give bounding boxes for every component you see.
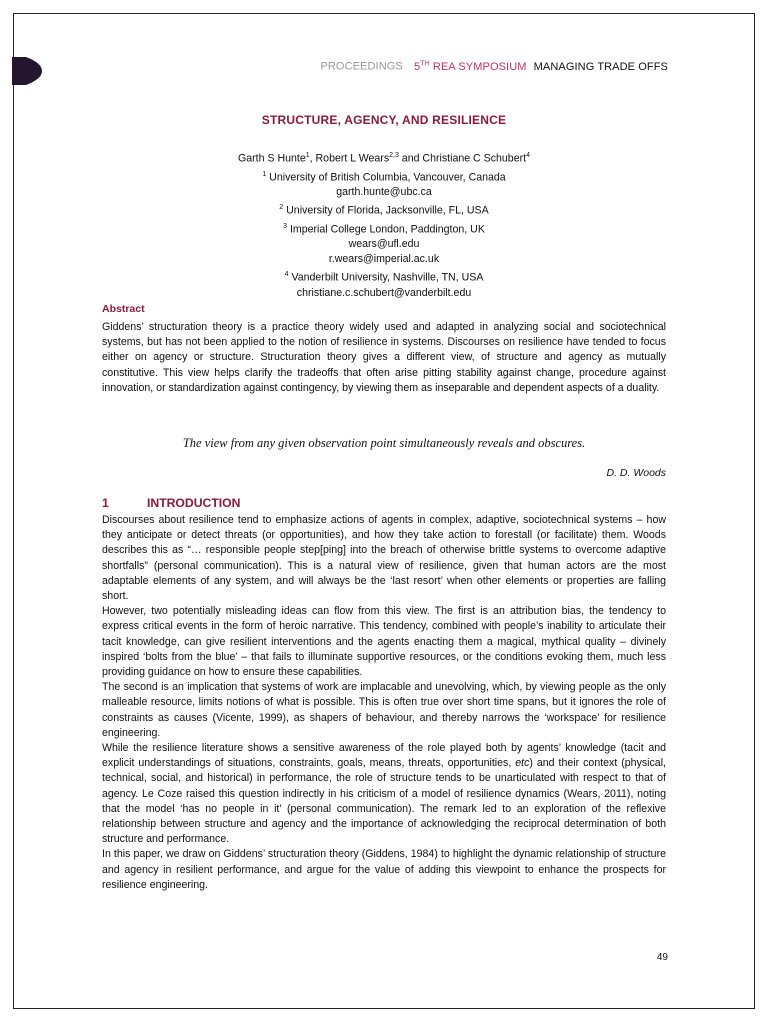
section-title: INTRODUCTION	[147, 496, 241, 510]
author-line: Garth S Hunte$^1$, Robert L Wears$^{2,3}$ and Christiane C Schubert$^4$	[238, 152, 530, 165]
affiliation-line: $^2$ University of Florida, Jacksonville, FL, USA	[279, 204, 489, 217]
header-topic: MANAGING TRADE OFFS	[533, 60, 668, 73]
author-block	[0, 148, 768, 301]
paper-title: STRUCTURE, AGENCY, AND RESILIENCE	[261, 113, 507, 127]
author-email: garth.hunte@ubc.ca	[336, 186, 432, 199]
abstract-text: Giddens’ structuration theory is a practice theory widely used and adapted in analyzing social and sociotechnical systems, but has not been applied to the notion of resilience in systems. Discourses on resilience have tended to focus either on agency or structure. Structuration theory gives a different view, of structure and agency as mutually constitutive. This view helps clarify the tradeoffs that often arise pitting stability against change, procedure against innovation, or standardization against contingency, by viewing them as inseparable and dependent aspects of a duality.	[102, 321, 666, 394]
paragraph: The second is an implication that systems of work are implacable and unevolving, which, by viewing people as the only malleable resource, limits notions of what is possible. This is often true over short time spans, but it ignores the role of constraints as causes (Vicente, 1999), as shapers of behaviour, and thereby narrows the ‘workspace’ for resilience engineering.	[102, 681, 666, 739]
paragraph: Discourses about resilience tend to emphasize actions of agents in complex, adaptive, sociotechnical systems – how they anticipate or detect threats (or opportunities), and how they take action to forestall (or facilitate) them. Woods describes this as “… responsible people step[ping] into the breach of otherwise brittle systems to overcome adaptive shortfalls” (personal communication). This is a natural view of resilience, given that human actors are the most adaptable elements of any system, and will always be the ‘last resort’ when other elements or properties are falling short.	[102, 514, 666, 603]
page-tab-marker	[12, 57, 42, 85]
epigraph-quote: The view from any given observation point simultaneously reveals and obscures.	[182, 436, 586, 450]
affiliation-line: $^1$ University of British Columbia, Vancouver, Canada	[262, 170, 506, 184]
running-header	[320, 60, 668, 73]
section-number: 1	[102, 496, 109, 510]
page-number: 49	[656, 952, 668, 963]
paragraph: In this paper, we draw on Giddens’ structuration theory (Giddens, 1984) to highlight the dynamic relationship of structure and agency in resilient performance, and argue for the value of adding this viewpoint to enhance the prospects for resilience engineering.	[102, 848, 666, 891]
header-proceedings: PROCEEDINGS	[320, 60, 403, 73]
epigraph-author: D. D. Woods	[606, 467, 666, 479]
introduction-body	[102, 513, 666, 893]
author-email: christiane.c.schubert@vanderbilt.edu	[296, 286, 472, 299]
author-email: wears@ufl.edu	[348, 238, 420, 251]
paragraph: However, two potentially misleading ideas can flow from this view. The first is an attribution bias, the tendency to express critical events in the form of heroic narrative. This tendency, combined with people’s inability to articulate their tacit knowledge, can give resilient interventions and the agents enacting them a magical, mythical quality – divinely inspired ‘bolts from the blue’ – that fails to illuminate supportive resources, or the conditions evoking them, much less providing guidance on how to ensure these capabilities.	[102, 605, 666, 679]
header-symposium: 5TH REA SYMPOSIUM	[414, 60, 527, 73]
affiliation-line: $^4$ Vanderbilt University, Nashville, TN, USA	[284, 271, 484, 284]
paragraph: While the resilience literature shows a sensitive awareness of the role played both by agents’ knowledge (tacit and explicit understandings of situations, constraints, goals, means, threats, opportunities, etc) and their context (physical, technical, social, and historical) in performance, the role of structure tends to be unarticulated with respect to that of agency. Le Coze raised this question indirectly in his criticism of a model of resilience dynamics (Wears, 2011), noting that the model ‘has no people in it’ (personal communication). The remark led to an exploration of the reflexive relationship between structure and agency and the importance of acknowledging the reciprocal determination of both structure and performance.	[102, 742, 666, 846]
author-email: r.wears@imperial.ac.uk	[328, 253, 440, 266]
section-heading-introduction	[102, 496, 240, 510]
abstract-heading: Abstract	[102, 303, 145, 315]
affiliation-line: $^3$ Imperial College London, Paddington, UK	[283, 222, 485, 236]
